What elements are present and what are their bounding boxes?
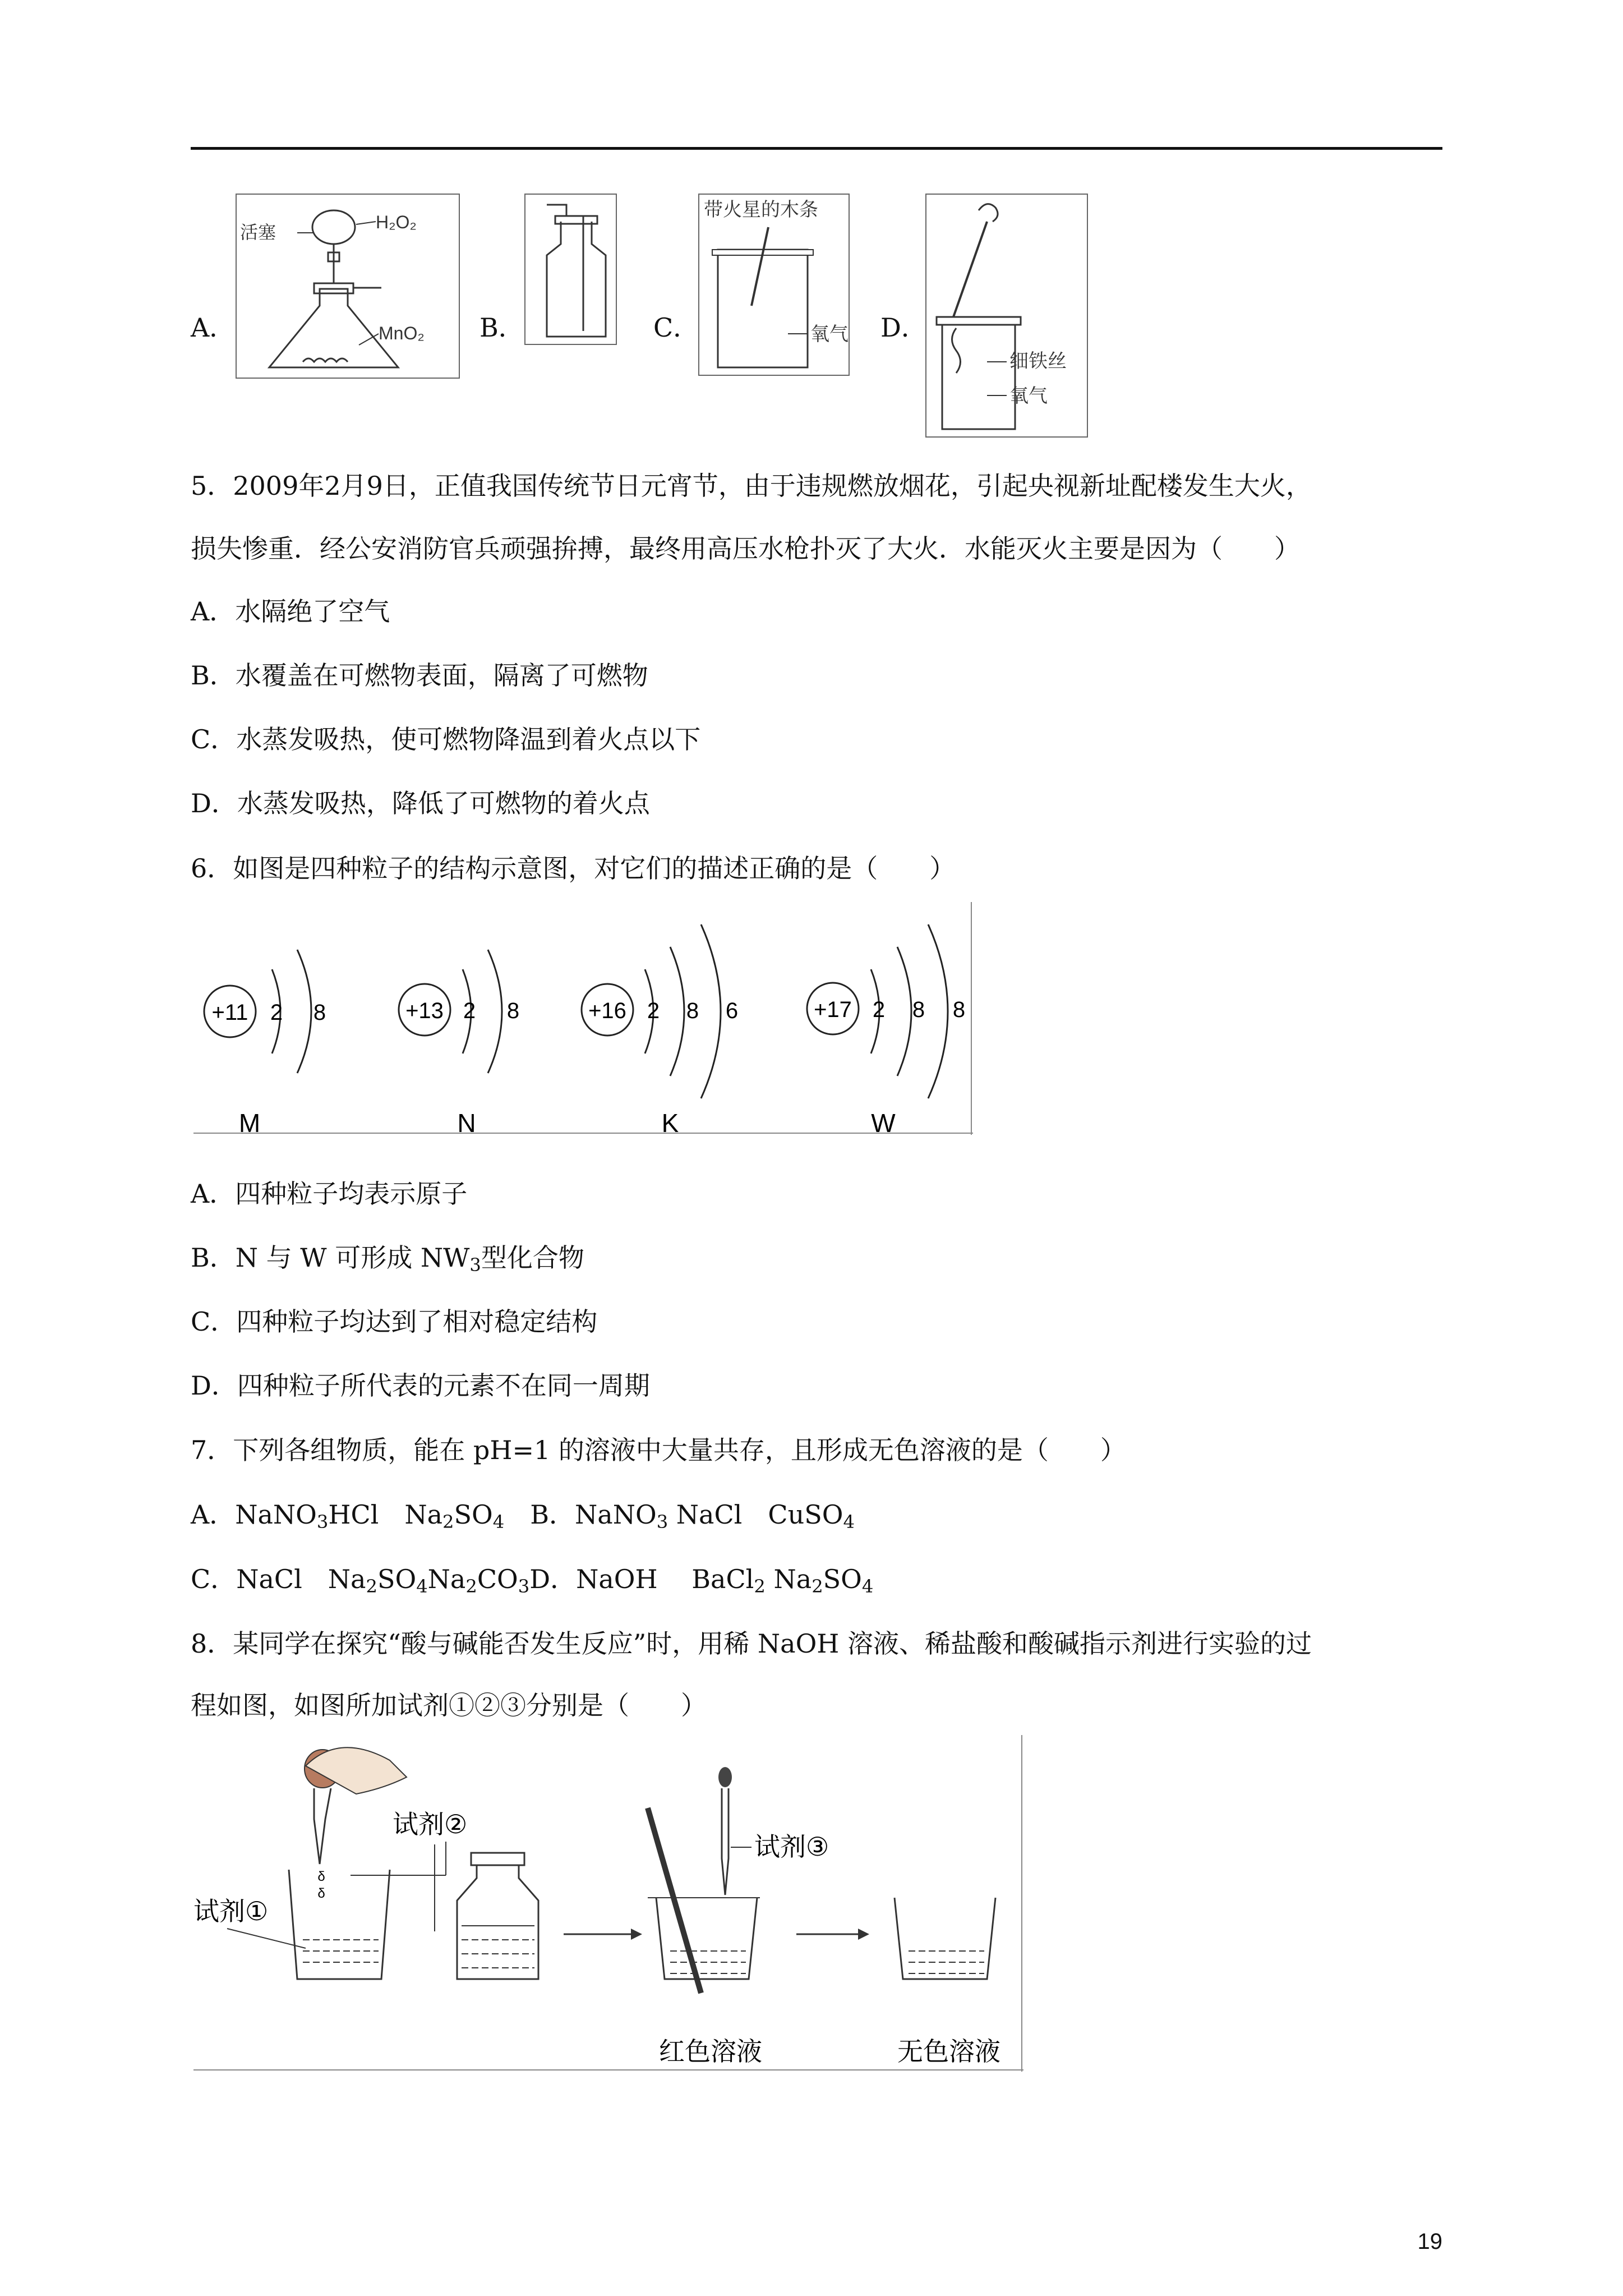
q5-line-1: 5．2009年2月9日，正值我国传统节日元宵节，由于违规燃放烟花，引起央视新址配楼发生大火， [191,471,1312,501]
particle-W [807,924,965,1135]
q8-line-1: 8．某同学在探究“酸与碱能否发生反应”时，用稀 NaOH 溶液、稀盐酸和酸碱指示剂进行实验的过 [191,1628,1312,1659]
q5-option-b: B．水覆盖在可燃物表面，隔离了可燃物 [191,660,648,691]
figure-b-gas-bottle [524,194,617,345]
q6-option-a: A．四种粒子均表示原子 [191,1179,468,1209]
label-oxygen-d: 氧气 [1009,385,1048,407]
q8-line-2: 程如图，如图所加试剂①②③分别是（ ） [191,1690,707,1720]
label-red-solution: 红色溶液 [659,2037,762,2066]
figure-d-iron-wire [925,194,1088,438]
q6-option-c: C．四种粒子均达到了相对稳定结构 [191,1306,598,1337]
label-reagent-1: 试剂① [193,1897,269,1926]
svg-text:2: 2 [463,999,476,1023]
q6-stem: 6．如图是四种粒子的结构示意图，对它们的描述正确的是（ ） [191,853,956,884]
svg-text:8: 8 [686,999,699,1023]
svg-text:δ: δ [317,1869,325,1884]
figure-c-oxygen-test [698,194,850,376]
label-reagent-3: 试剂③ [754,1832,829,1861]
svg-text:8: 8 [506,999,520,1023]
svg-text:2: 2 [647,999,660,1023]
particle-K [582,924,738,1135]
svg-text:+11: +11 [211,1000,248,1025]
svg-text:W: W [871,1108,896,1135]
svg-text:8: 8 [912,997,925,1022]
header-rule [191,147,1442,150]
figure-a-h2o2-flask [236,194,460,379]
svg-text:K: K [661,1108,679,1135]
label-h2o2: H₂O₂ [376,212,417,232]
label-glowing-splint: 带火星的木条 [704,199,818,220]
svg-text:2: 2 [872,997,886,1022]
q5-line-2: 损失惨重．经公安消防官兵顽强拚搏，最终用高压水枪扑灭了大火．水能灭火主要是因为（ ） [191,533,1300,564]
label-mno2: MnO₂ [379,323,425,343]
option-B-label: B． [479,312,524,343]
option-C-label: C． [653,312,699,343]
label-reagent-2: 试剂② [393,1810,468,1839]
label-stopcock: 活塞 [240,222,276,242]
option-A-label: A． [191,312,236,343]
label-colorless-solution: 无色溶液 [897,2037,1000,2066]
q7-options-cd: C．NaCl $Na_2SO_4Na_2CO_3D$．NaOH BaCl$_2$ $Na_2SO_4$ [191,1564,874,1598]
label-iron-wire: 细铁丝 [1009,351,1067,372]
svg-text:8: 8 [952,997,966,1022]
svg-text:8: 8 [313,1000,326,1025]
svg-text:N: N [457,1108,476,1135]
svg-text:+17: +17 [814,997,852,1022]
svg-text:M: M [238,1108,261,1135]
q5-option-c: C．水蒸发吸热，使可燃物降温到着火点以下 [191,724,701,754]
q6-option-b: B．N 与 W 可形成 $NW_3$型化合物 [191,1243,584,1276]
figure-particle-structures [193,902,973,1135]
svg-text:2: 2 [270,1000,283,1025]
label-oxygen-c: 氧气 [810,324,849,345]
q6-option-d: D．四种粒子所代表的元素不在同一周期 [191,1370,650,1401]
q5-option-d: D．水蒸发吸热，降低了可燃物的着火点 [191,788,650,818]
svg-text:+16: +16 [588,999,626,1023]
page-number: 19 [1417,2229,1442,2254]
svg-text:6: 6 [725,999,739,1023]
svg-text:δ: δ [317,1886,325,1901]
particle-M [204,950,326,1135]
q7-options-ab: A．NaNO$_3$HCl $Na_2SO_4$ B．NaNO$_3$ NaCl CuSO$_4$ [191,1499,855,1533]
svg-text:+13: +13 [405,999,444,1023]
particle-N [399,950,519,1135]
q5-option-a: A．水隔绝了空气 [191,596,390,627]
q7-stem: 7．下列各组物质，能在 pH=1 的溶液中大量共存，且形成无色溶液的是（ ） [191,1435,1126,1465]
figure-acid-base-experiment [193,1735,1023,2072]
option-D-label: D． [880,312,927,343]
